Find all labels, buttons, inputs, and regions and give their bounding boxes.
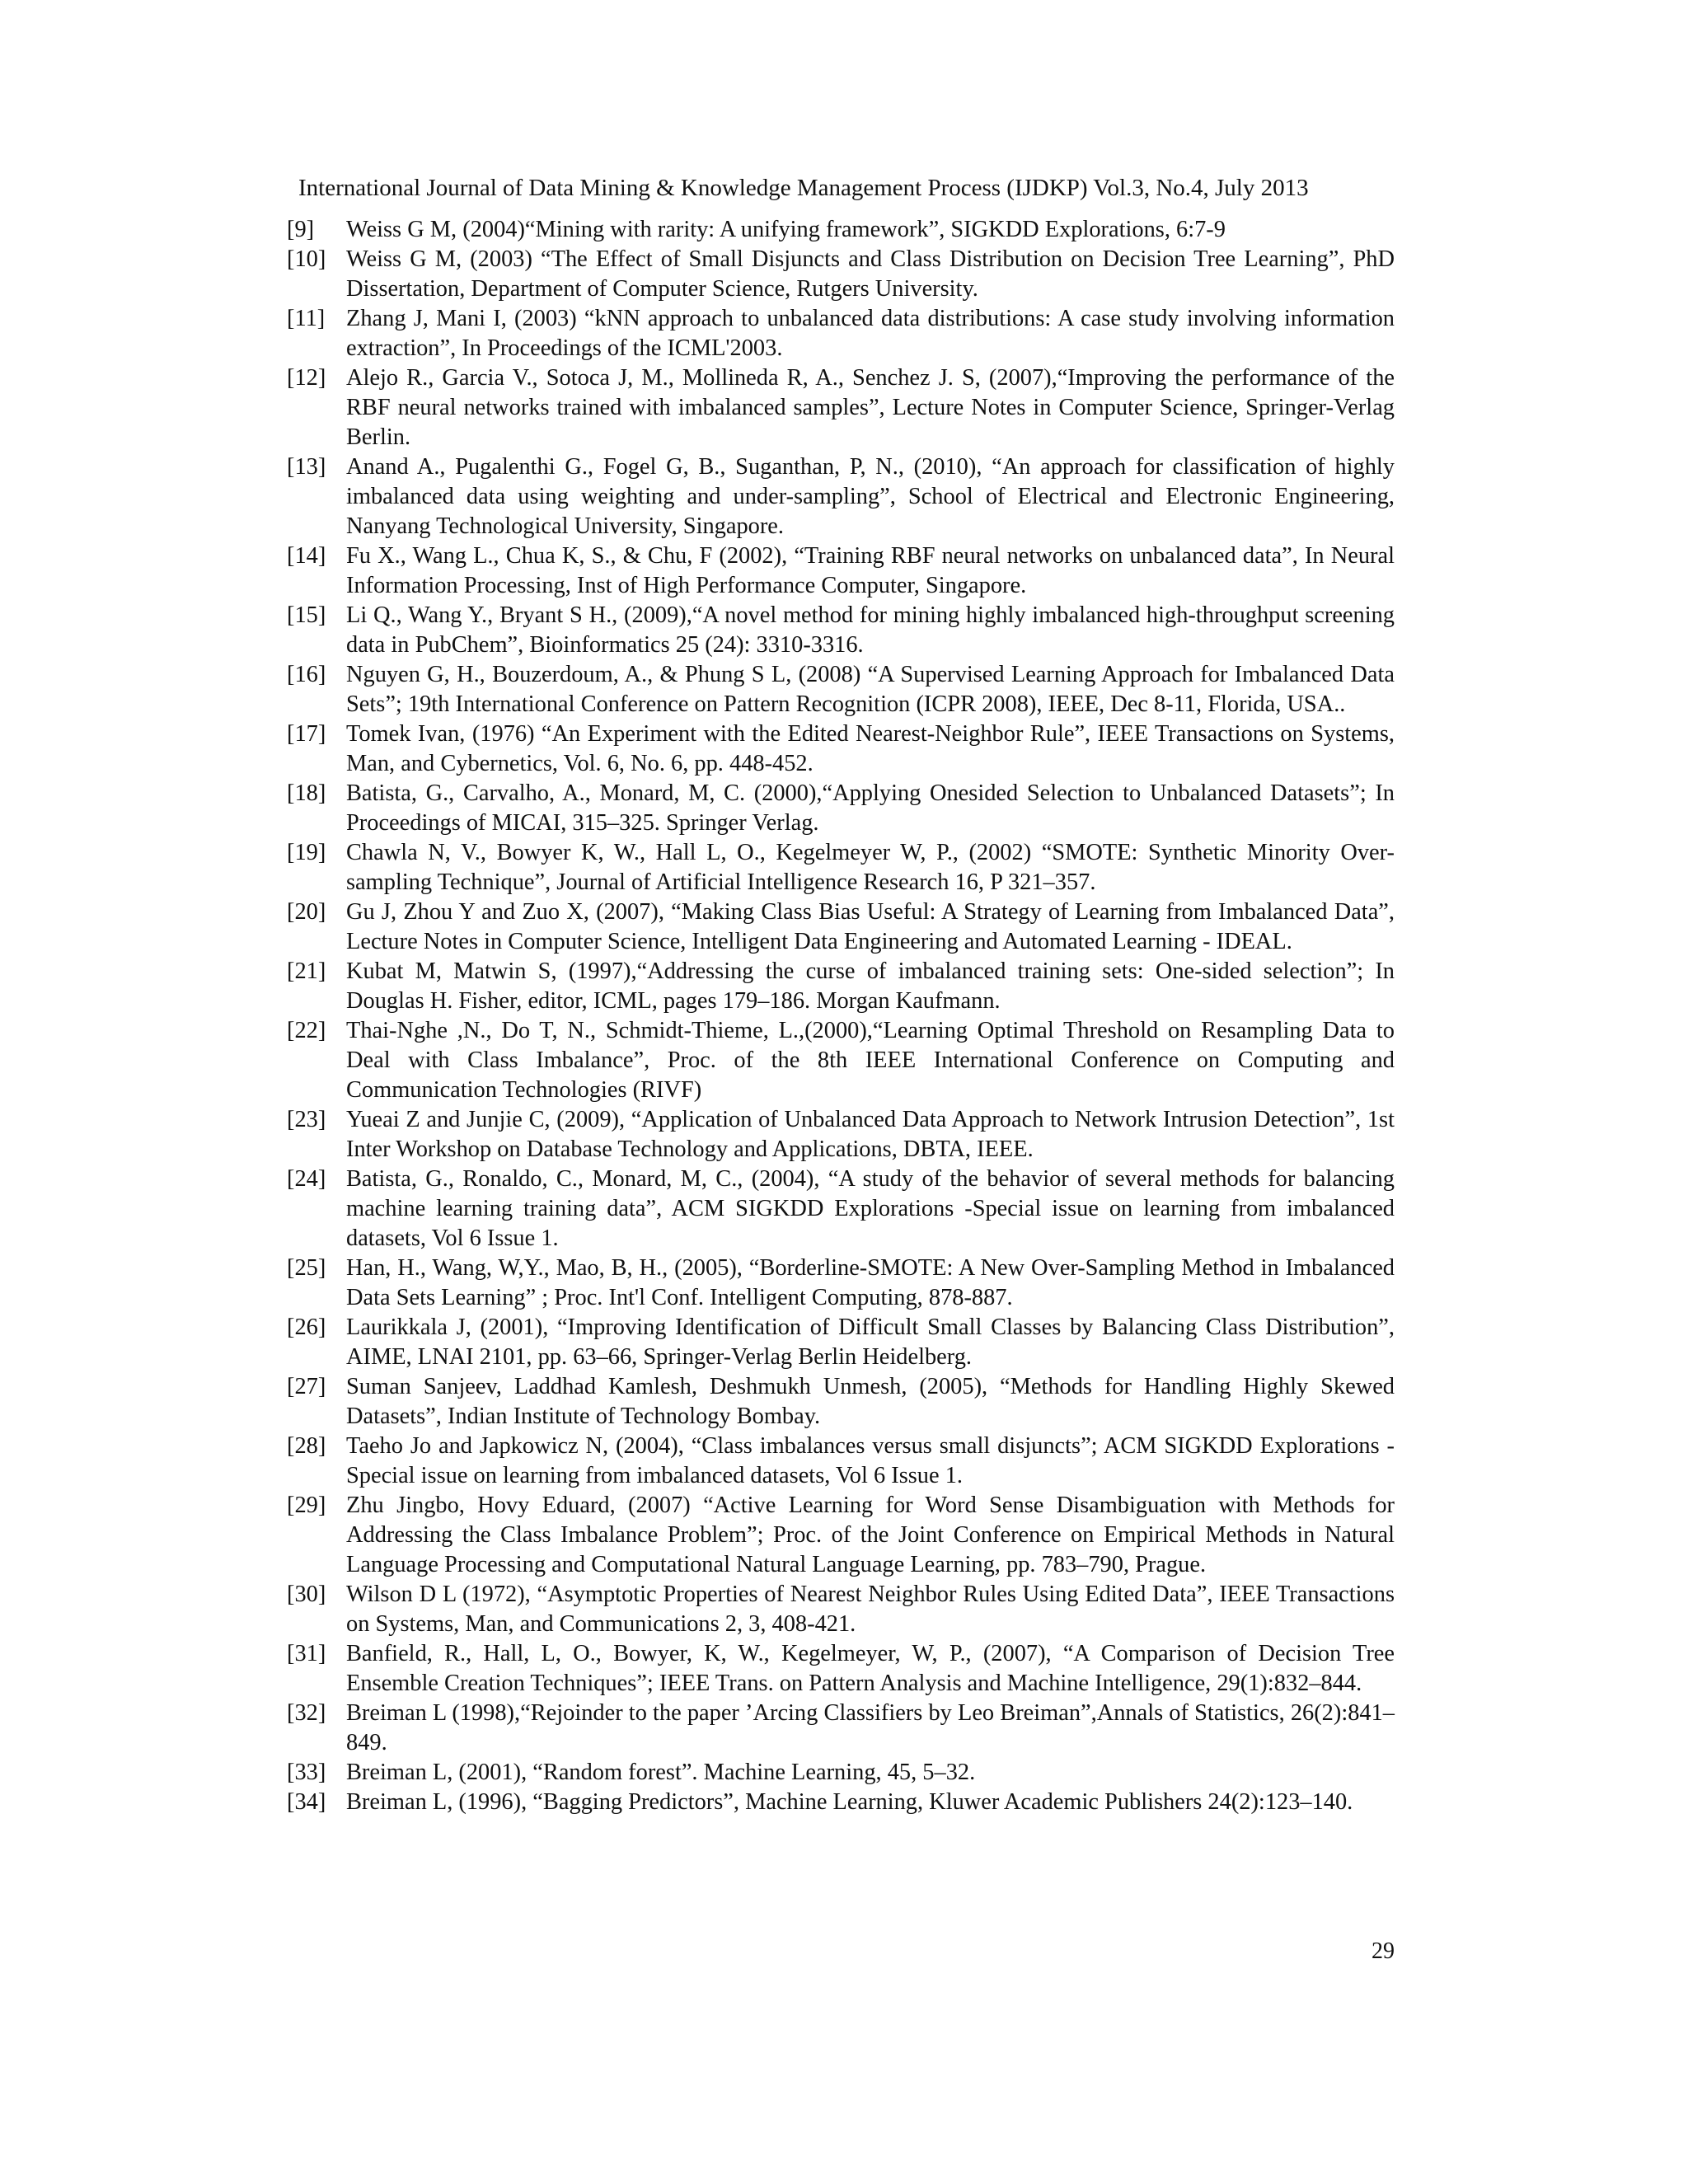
reference-text: Chawla N, V., Bowyer K, W., Hall L, O., Kegelmeyer W, P., (2002) “SMOTE: Synthetic Minority Over-sampling Technique”, Journal of Artificial Intelligence Research 16, P 321–357. [346, 840, 1395, 895]
reference-text: Breiman L, (1996), “Bagging Predictors”, Machine Learning, Kluwer Academic Publishers 24(2):123–140. [346, 1789, 1353, 1815]
reference-item [287, 1372, 1395, 1432]
reference-number: [22] [287, 1018, 326, 1043]
reference-item [287, 1491, 1395, 1580]
journal-header: International Journal of Data Mining & Knowledge Management Process (IJDKP) Vol.3, No.4, July 2013 [298, 175, 1309, 201]
reference-item [287, 1313, 1395, 1372]
reference-number: [10] [287, 246, 326, 272]
reference-item [287, 898, 1395, 957]
reference-text: Batista, G., Carvalho, A., Monard, M, C. (2000),“Applying Onesided Selection to Unbalanced Datasets”; In Proceedings of MICAI, 315–325. Springer Verlag. [346, 780, 1395, 836]
reference-text: Banfield, R., Hall, L, O., Bowyer, K, W., Kegelmeyer, W, P., (2007), “A Comparison of Decision Tree Ensemble Creation Techniques”; IEEE Trans. on Pattern Analysis and Machine Intelligence, 29(1):832–844. [346, 1641, 1395, 1696]
reference-text: Zhu Jingbo, Hovy Eduard, (2007) “Active Learning for Word Sense Disambiguation with Methods for Addressing the Class Imbalance Problem”; Proc. of the Joint Conference on Empirical Methods in Natural Language Processing and Computational Natural Language Learning, pp. 783–790, Prague. [346, 1493, 1395, 1577]
reference-number: [27] [287, 1374, 326, 1399]
reference-text: Gu J, Zhou Y and Zuo X, (2007), “Making Class Bias Useful: A Strategy of Learning from Imbalanced Data”, Lecture Notes in Computer Science, Intelligent Data Engineering and Automated Learning - IDEAL. [346, 899, 1395, 954]
reference-text: Yueai Z and Junjie C, (2009), “Application of Unbalanced Data Approach to Network Intrusion Detection”, 1st Inter Workshop on Database Technology and Applications, DBTA, IEEE. [346, 1107, 1395, 1162]
reference-item [287, 304, 1395, 363]
reference-text: Li Q., Wang Y., Bryant S H., (2009),“A novel method for mining highly imbalanced high-throughput screening data in PubChem”, Bioinformatics 25 (24): 3310-3316. [346, 602, 1395, 658]
reference-text: Han, H., Wang, W,Y., Mao, B, H., (2005), “Borderline-SMOTE: A New Over-Sampling Method in Imbalanced Data Sets Learning” ; Proc. Int'l Conf. Intelligent Computing, 878-887. [346, 1255, 1395, 1310]
reference-text: Thai-Nghe ,N., Do T, N., Schmidt-Thieme, L.,(2000),“Learning Optimal Threshold on Resampling Data to Deal with Class Imbalance”, Proc. of the 8th IEEE International Conference on Computing and Communication Technologies (RIVF) [346, 1018, 1395, 1103]
page-number: 29 [1372, 1938, 1395, 1964]
reference-item [287, 957, 1395, 1016]
reference-text: Tomek Ivan, (1976) “An Experiment with the Edited Nearest-Neighbor Rule”, IEEE Transactions on Systems, Man, and Cybernetics, Vol. 6, No. 6, pp. 448-452. [346, 721, 1395, 776]
reference-item [287, 1016, 1395, 1105]
reference-item [287, 719, 1395, 779]
reference-number: [34] [287, 1789, 326, 1815]
reference-text: Breiman L, (2001), “Random forest”. Machine Learning, 45, 5–32. [346, 1760, 976, 1785]
reference-number: [29] [287, 1493, 326, 1518]
reference-item [287, 245, 1395, 304]
reference-number: [19] [287, 840, 326, 865]
reference-text: Kubat M, Matwin S, (1997),“Addressing the curse of imbalanced training sets: One-sided selection”; In Douglas H. Fisher, editor, ICML, pages 179–186. Morgan Kaufmann. [346, 958, 1395, 1014]
reference-number: [17] [287, 721, 326, 747]
reference-text: Zhang J, Mani I, (2003) “kNN approach to unbalanced data distributions: A case study involving information extraction”, In Proceedings of the ICML'2003. [346, 306, 1395, 361]
reference-number: [30] [287, 1582, 326, 1607]
reference-text: Nguyen G, H., Bouzerdoum, A., & Phung S L, (2008) “A Supervised Learning Approach for Imbalanced Data Sets”; 19th International Conference on Pattern Recognition (ICPR 2008), IEEE, Dec 8-11, Florida, USA.. [346, 662, 1395, 717]
reference-item [287, 1105, 1395, 1165]
reference-number: [9] [287, 217, 315, 242]
reference-number: [14] [287, 543, 326, 569]
reference-number: [15] [287, 602, 326, 628]
reference-item [287, 452, 1395, 541]
reference-item [287, 1699, 1395, 1758]
reference-number: [23] [287, 1107, 326, 1132]
reference-number: [13] [287, 454, 326, 480]
reference-number: [12] [287, 365, 326, 391]
reference-item [287, 1432, 1395, 1491]
reference-item [287, 1639, 1395, 1699]
reference-item [287, 1165, 1395, 1254]
reference-number: [21] [287, 958, 326, 984]
reference-text: Breiman L (1998),“Rejoinder to the paper ’Arcing Classifiers by Leo Breiman”,Annals of Statistics, 26(2):841–849. [346, 1700, 1395, 1755]
reference-item [287, 601, 1395, 660]
reference-text: Wilson D L (1972), “Asymptotic Properties of Nearest Neighbor Rules Using Edited Data”, IEEE Transactions on Systems, Man, and Communications 2, 3, 408-421. [346, 1582, 1395, 1637]
reference-item [287, 779, 1395, 838]
reference-item [287, 838, 1395, 898]
reference-text: Anand A., Pugalenthi G., Fogel G, B., Suganthan, P, N., (2010), “An approach for classification of highly imbalanced data using weighting and under-sampling”, School of Electrical and Electronic Engineering, Nanyang Technological University, Singapore. [346, 454, 1395, 539]
reference-item [287, 1254, 1395, 1313]
reference-number: [11] [287, 306, 326, 331]
reference-item [287, 1758, 1395, 1788]
reference-text: Laurikkala J, (2001), “Improving Identification of Difficult Small Classes by Balancing Class Distribution”, AIME, LNAI 2101, pp. 63–66, Springer-Verlag Berlin Heidelberg. [346, 1315, 1395, 1370]
reference-text: Weiss G M, (2003) “The Effect of Small Disjuncts and Class Distribution on Decision Tree Learning”, PhD Dissertation, Department of Computer Science, Rutgers University. [346, 246, 1395, 302]
reference-text: Taeho Jo and Japkowicz N, (2004), “Class imbalances versus small disjuncts”; ACM SIGKDD Explorations -Special issue on learning from imbalanced datasets, Vol 6 Issue 1. [346, 1433, 1395, 1488]
reference-text: Fu X., Wang L., Chua K, S., & Chu, F (2002), “Training RBF neural networks on unbalanced data”, In Neural Information Processing, Inst of High Performance Computer, Singapore. [346, 543, 1395, 598]
reference-item [287, 660, 1395, 719]
reference-number: [32] [287, 1700, 326, 1726]
reference-item [287, 1788, 1395, 1817]
reference-item [287, 1580, 1395, 1639]
reference-text: Suman Sanjeev, Laddhad Kamlesh, Deshmukh Unmesh, (2005), “Methods for Handling Highly Skewed Datasets”, Indian Institute of Technology Bombay. [346, 1374, 1395, 1429]
reference-text: Weiss G M, (2004)“Mining with rarity: A unifying framework”, SIGKDD Explorations, 6:7-9 [346, 217, 1226, 242]
reference-item [287, 363, 1395, 452]
reference-number: [18] [287, 780, 326, 806]
reference-item [287, 541, 1395, 601]
reference-item [287, 215, 1395, 245]
reference-number: [28] [287, 1433, 326, 1459]
reference-number: [26] [287, 1315, 326, 1340]
reference-number: [33] [287, 1760, 326, 1785]
reference-list [287, 215, 1395, 1817]
reference-number: [25] [287, 1255, 326, 1281]
reference-text: Alejo R., Garcia V., Sotoca J, M., Mollineda R, A., Senchez J. S, (2007),“Improving the performance of the RBF neural networks trained with imbalanced samples”, Lecture Notes in Computer Science, Springer-Verlag Berlin. [346, 365, 1395, 450]
reference-number: [31] [287, 1641, 326, 1666]
reference-number: [16] [287, 662, 326, 687]
reference-text: Batista, G., Ronaldo, C., Monard, M, C., (2004), “A study of the behavior of several methods for balancing machine learning training data”, ACM SIGKDD Explorations -Special issue on learning from imbalanced datasets, Vol 6 Issue 1. [346, 1166, 1395, 1251]
reference-number: [24] [287, 1166, 326, 1192]
reference-number: [20] [287, 899, 326, 925]
